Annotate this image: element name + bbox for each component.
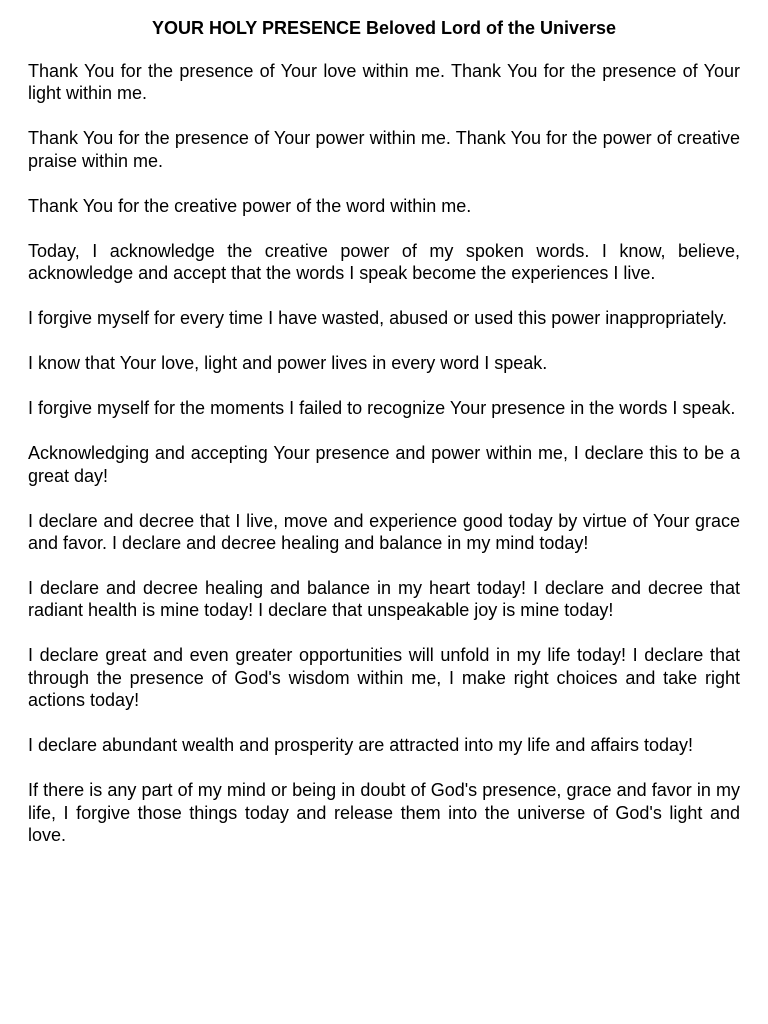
paragraph: Today, I acknowledge the creative power of my spoken words. I know, believe, acknowledge and accept that the words I speak become the experiences I live. (28, 240, 740, 284)
paragraph: I declare abundant wealth and prosperity are attracted into my life and affairs today! (28, 735, 694, 756)
paragraph-list (28, 60, 740, 846)
document-page (28, 16, 740, 869)
paragraph: I declare great and even greater opportunities will unfold in my life today! I declare that through the presence of God's wisdom within me, I make right choices and take right actions today! (28, 645, 740, 711)
paragraph: I declare and decree healing and balance in my heart today! I declare and decree that radiant health is mine today! I declare that unspeakable joy is mine today! (28, 578, 740, 621)
paragraph: Acknowledging and accepting Your presence and power within me, I declare this to be a great day! (28, 443, 740, 486)
paragraph: If there is any part of my mind or being in doubt of God's presence, grace and favor in my life, I forgive those things today and release them into the universe of God's light and love. (28, 780, 740, 846)
paragraph: Thank You for the presence of Your power within me. Thank You for the power of creative praise within me. (28, 128, 740, 171)
paragraph: I know that Your love, light and power lives in every word I speak. (28, 353, 548, 374)
paragraph: Thank You for the presence of Your love within me. Thank You for the presence of Your light within me. (28, 61, 740, 104)
paragraph: I declare and decree that I live, move and experience good today by virtue of Your grace and favor. I declare and decree healing and balance in my mind today! (28, 510, 740, 554)
paragraph: I forgive myself for every time I have wasted, abused or used this power inappropriately. (28, 308, 728, 329)
document-title: YOUR HOLY PRESENCE Beloved Lord of the Universe (151, 18, 617, 38)
paragraph: Thank You for the creative power of the word within me. (28, 195, 472, 216)
paragraph: I forgive myself for the moments I failed to recognize Your presence in the words I speak. (28, 398, 736, 419)
